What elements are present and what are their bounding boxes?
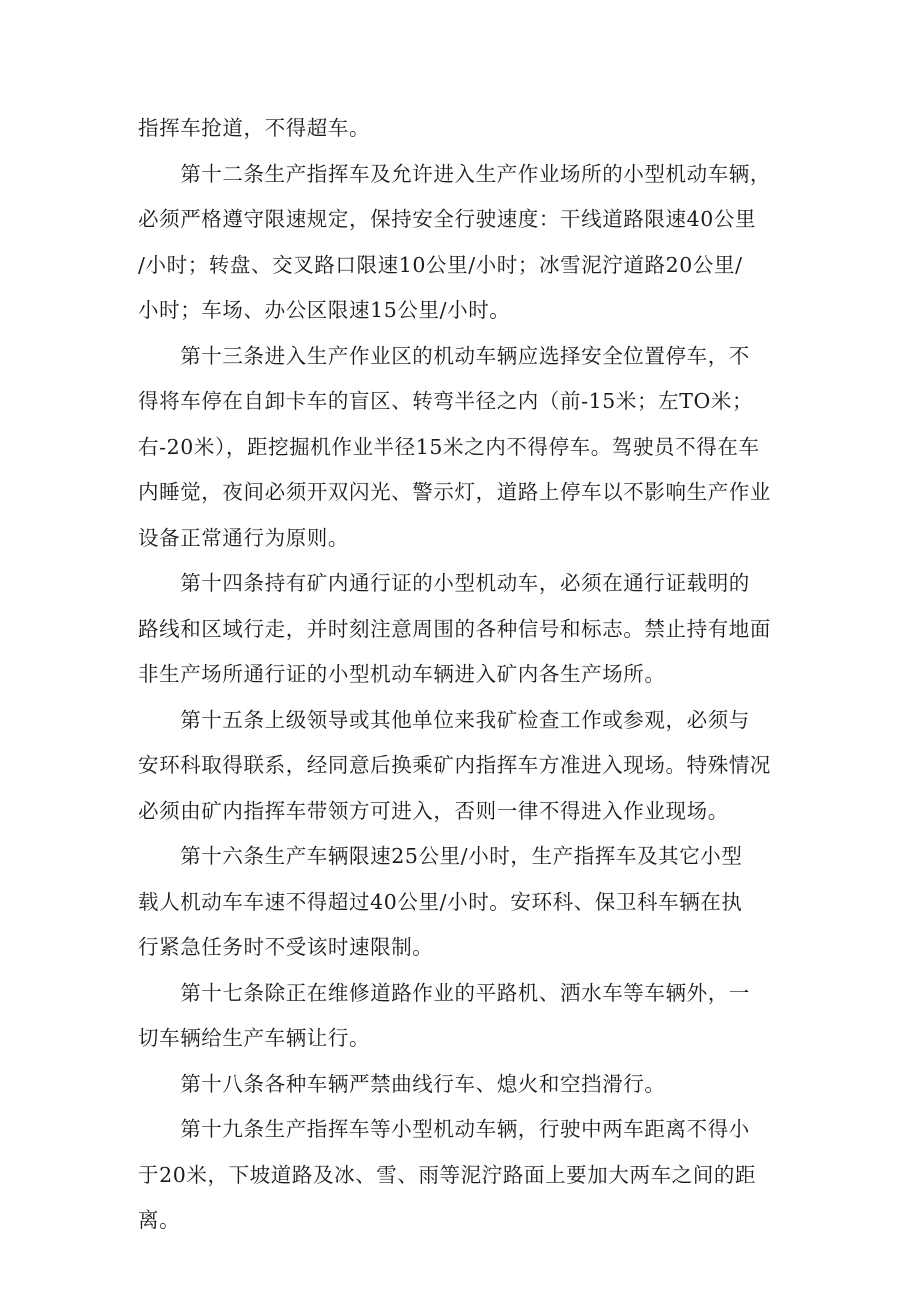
paragraph-article-15: 第十五条上级领导或其他单位来我矿检查工作或参观，必须与 安环科取得联系，经同意后换乘矿内指挥车方准进入现场。特殊情况 必须由矿内指挥车带领方可进入，否则一律不得进入作业现场。 (138, 707, 771, 823)
paragraph-article-14: 第十四条持有矿内通行证的小型机动车，必须在通行证载明的 路线和区域行走，并时刻注意周围的各种信号和标志。禁止持有地面 非生产场所通行证的小型机动车辆进入矿内各生产场所。 (138, 571, 771, 686)
paragraph-article-19: 第十九条生产指挥车等小型机动车辆，行驶中两车距离不得小 于20米，下坡道路及冰、雪、雨等泥泞路面上要加大两车之间的距 离。 (138, 1117, 757, 1232)
paragraph-article-17: 第十七条除正在维修道路作业的平路机、洒水车等车辆外，一 切车辆给生产车辆让行。 (138, 980, 750, 1050)
paragraph-continuation: 指挥车抢道，不得超车。 (138, 116, 371, 140)
document-body (138, 106, 786, 1244)
paragraph-article-18: 第十八条各种车辆严禁曲线行车、熄火和空挡滑行。 (138, 1071, 666, 1096)
paragraph-article-16: 第十六条生产车辆限速25公里/小时，生产指挥车及其它小型 载人机动车车速不得超过40公里/小时。安环科、保卫科车辆在执 行紧急任务时不受该时速限制。 (138, 844, 743, 959)
paragraph-article-12: 第十二条生产指挥车及允许进入生产作业场所的小型机动车辆， 必须严格遵守限速规定，保持安全行驶速度：干线道路限速40公里 /小时；转盘、交叉路口限速10公里/小时；冰雪泥泞道路20公里/ 小时；车场、办公区限速15公里/小时。 (138, 161, 771, 322)
paragraph-article-13: 第十三条进入生产作业区的机动车辆应选择安全位置停车，不 得将车停在自卸卡车的盲区、转弯半径之内（前-15米；左TO米； 右-20米），距挖掘机作业半径15米之内不得停车。驾驶员不得在车 内睡觉，夜间必须开双闪光、警示灯，道路上停车以不影响生产作业 设备正常通行为原则。 (138, 343, 771, 550)
